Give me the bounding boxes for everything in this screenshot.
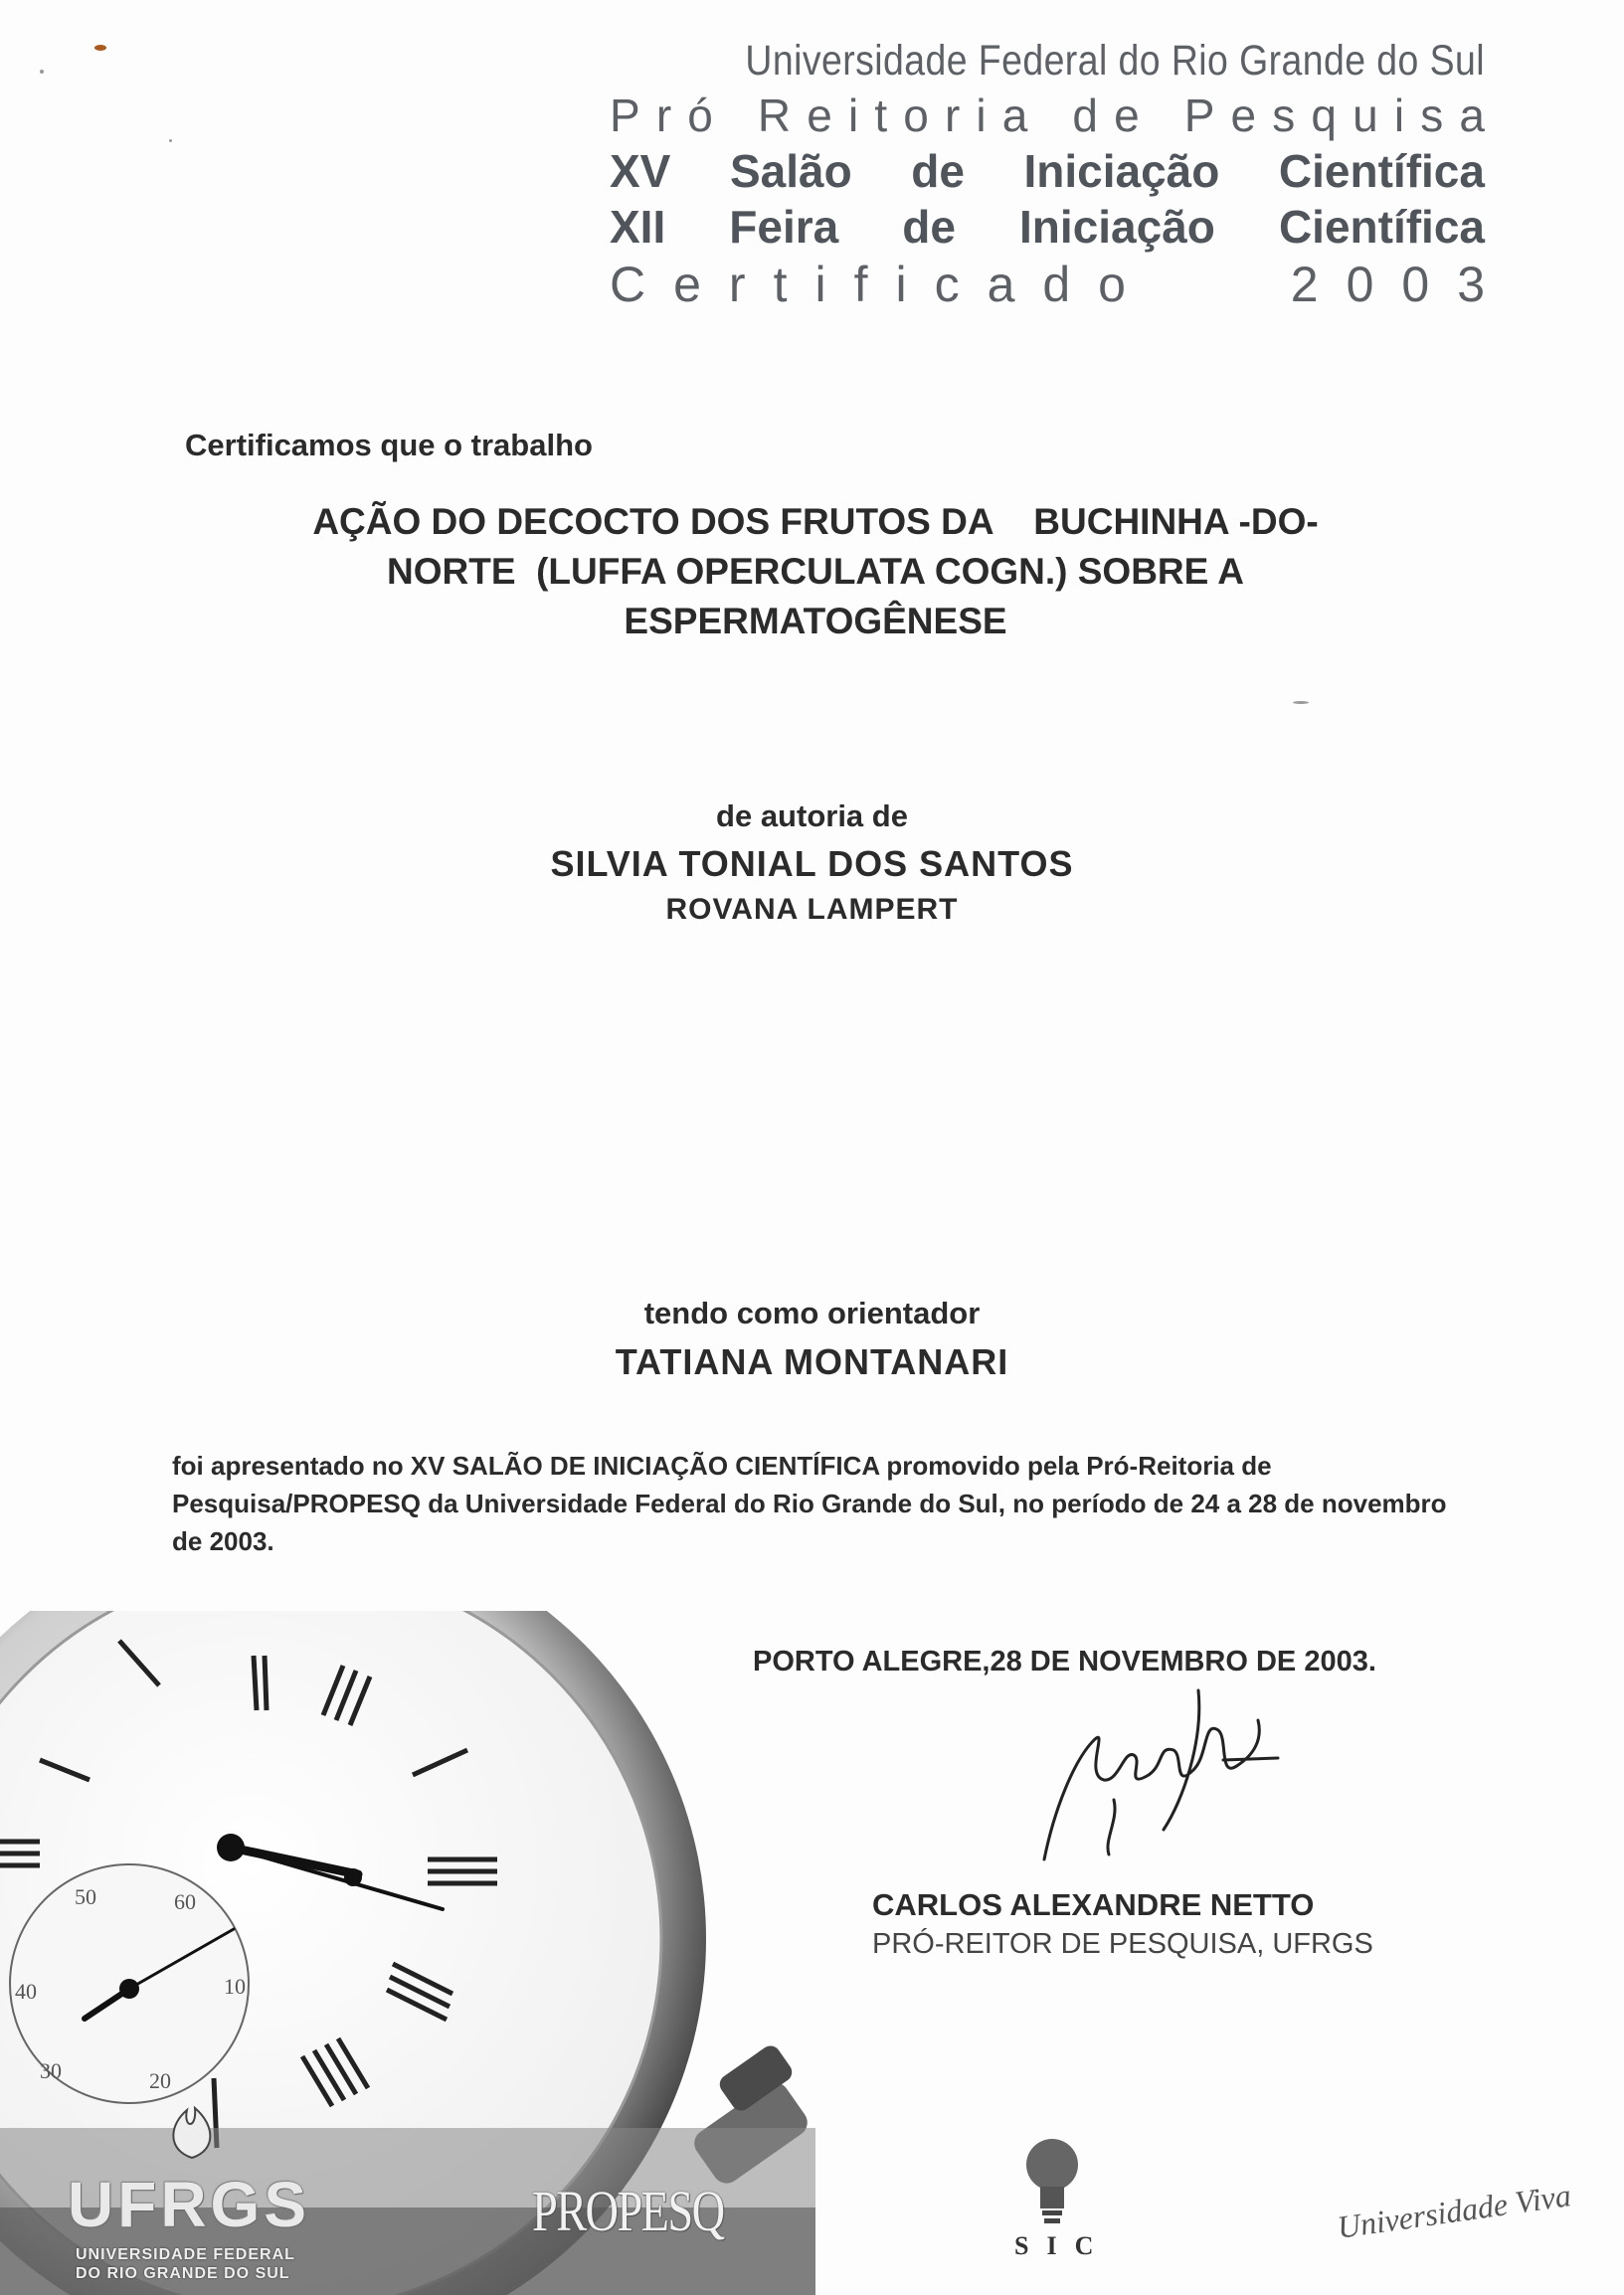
header-letter: d xyxy=(1072,89,1098,141)
header-letter: a xyxy=(1001,89,1028,141)
header-university: Universidade Federal do Rio Grande do Sul xyxy=(745,37,1485,85)
scan-speck xyxy=(1293,701,1309,704)
header-letter: e xyxy=(1114,89,1140,141)
intro-text: Certificamos que o trabalho xyxy=(185,428,593,462)
header-letter: e xyxy=(807,89,832,141)
work-title-line: ESPERMATOGÊNESE xyxy=(624,601,1007,641)
header-letter: q xyxy=(1311,89,1337,141)
header-certificado-word: Certificado xyxy=(610,257,1154,312)
header-letter: o xyxy=(903,89,929,141)
header-word: Científica xyxy=(1278,145,1485,197)
header-certificado xyxy=(610,257,1513,312)
header-pro-reitoria xyxy=(610,89,1485,141)
place-date: PORTO ALEGRE,28 DE NOVEMBRO DE 2003. xyxy=(753,1646,1376,1677)
header-word: Feira xyxy=(729,201,839,253)
header-letter: R xyxy=(757,89,792,141)
svg-text:50: 50 xyxy=(75,1884,96,1909)
header-letter: i xyxy=(976,89,987,141)
author-name-1: SILVIA TONIAL DOS SANTOS xyxy=(550,843,1074,884)
propesq-logo: PROPESQ xyxy=(532,2179,724,2243)
header-letter: s xyxy=(1420,89,1444,141)
scan-speck xyxy=(169,139,172,142)
header-year: 2003 xyxy=(1290,257,1513,312)
work-title-line: AÇÃO DO DECOCTO DOS FRUTOS DA BUCHINHA -DO- xyxy=(312,501,1319,542)
signer-name: CARLOS ALEXANDRE NETTO xyxy=(872,1887,1315,1922)
scan-speck xyxy=(94,45,106,51)
header-letter: i xyxy=(847,89,859,141)
sic-logo-text: SIC xyxy=(1014,2231,1112,2260)
header-word: Salão xyxy=(729,145,852,197)
certificate-header xyxy=(610,37,1513,312)
svg-text:40: 40 xyxy=(15,1979,37,2004)
header-letter: P xyxy=(1183,89,1215,141)
svg-text:20: 20 xyxy=(149,2068,171,2093)
svg-text:60: 60 xyxy=(174,1889,196,1914)
certificate-statement: foi apresentado no XV SALÃO DE INICIAÇÃO CIENTÍFICA promovido pela Pró-Reitoria de Pesquisa/PROPESQ da Universidade Federal do Rio Grande do Sul, no período de 24 a 28 de novembro de 2003. xyxy=(172,1451,1447,1556)
header-letter xyxy=(1156,92,1169,138)
header-word: XV xyxy=(610,145,671,197)
ufrgs-logo-subtitle-line: DO RIO GRANDE DO SUL xyxy=(76,2265,290,2282)
header-letter: i xyxy=(1393,89,1405,141)
ufrgs-logo-subtitle xyxy=(76,2245,295,2283)
authorship-label: de autoria de xyxy=(716,798,908,833)
header-letter xyxy=(729,92,742,138)
header-salao xyxy=(610,145,1485,197)
ufrgs-logo-word: UFRGS xyxy=(68,2169,310,2240)
ufrgs-flame-icon xyxy=(157,2100,227,2160)
header-word: XII xyxy=(610,201,666,253)
header-word: Iniciação xyxy=(1023,145,1220,197)
header-letter xyxy=(1043,92,1056,138)
header-letter: s xyxy=(1272,89,1296,141)
scan-speck xyxy=(40,70,44,74)
header-letter: t xyxy=(874,89,888,141)
header-word: Científica xyxy=(1278,201,1485,253)
header-letter: P xyxy=(610,89,640,141)
header-letter: u xyxy=(1353,89,1378,141)
header-letter: ó xyxy=(687,89,713,141)
signer-role: PRÓ-REITOR DE PESQUISA, UFRGS xyxy=(872,1928,1373,1960)
header-feira xyxy=(610,201,1485,253)
universidade-viva-logo: Universidade Viva xyxy=(1335,2177,1573,2245)
header-word: de xyxy=(911,145,965,197)
header-letter: a xyxy=(1459,89,1485,141)
header-word: de xyxy=(902,201,956,253)
svg-text:30: 30 xyxy=(40,2058,62,2083)
work-title xyxy=(149,497,1482,646)
handwritten-signature xyxy=(1024,1680,1323,1869)
author-name-2: ROVANA LAMPERT xyxy=(665,893,959,926)
header-letter: r xyxy=(655,89,672,141)
header-letter: e xyxy=(1230,89,1257,141)
advisor-name: TATIANA MONTANARI xyxy=(615,1341,1009,1382)
advisor-label: tendo como orientador xyxy=(643,1296,981,1330)
header-letter: r xyxy=(944,89,961,141)
ufrgs-logo-subtitle-line: UNIVERSIDADE FEDERAL xyxy=(76,2246,295,2263)
work-title-line: NORTE (LUFFA OPERCULATA COGN.) SOBRE A xyxy=(387,551,1244,592)
svg-text:10: 10 xyxy=(224,1974,246,1999)
header-word: Iniciação xyxy=(1019,201,1215,253)
